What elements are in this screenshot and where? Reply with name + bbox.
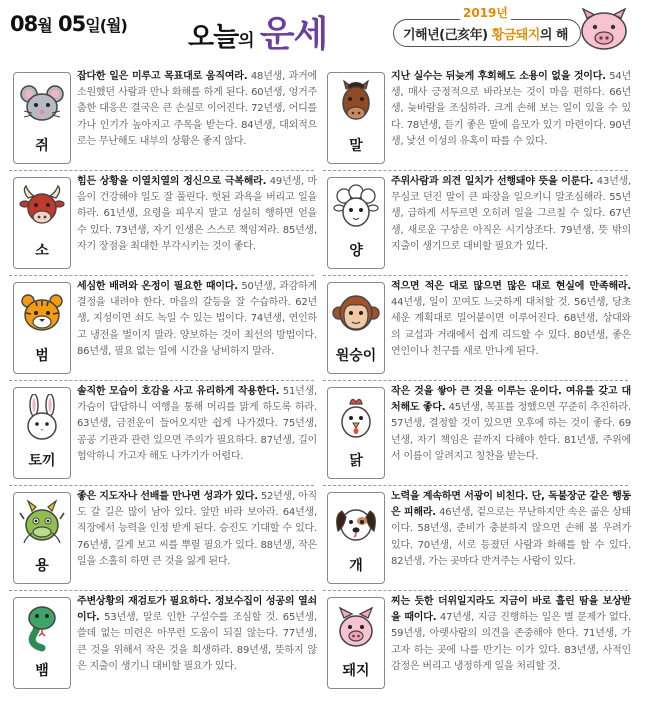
zodiac-card xyxy=(327,177,385,269)
date-day-unit: 일 xyxy=(85,16,100,35)
zodiac-name: 양 xyxy=(349,243,363,259)
fortune-headline: 지난 실수는 뒤늦게 후회해도 소용이 없을 것이다. xyxy=(391,71,606,82)
fortune-body: 51년생, 가슴이 답답하니 여행을 통해 머리를 맑게 하도록 하라. 63년생, 금전운이 들어오지만 쉽게 나가겠다. 75년생, 공공 기관과 관련 있으면 주의가 필요하다. 87년생, 길이 험악하니 가고자 해도 나가기가 어렵다. xyxy=(77,386,318,462)
fortune-text xyxy=(77,489,317,570)
fortune-entry-rat xyxy=(9,67,324,167)
fortune-text xyxy=(391,594,631,675)
zodiac-card xyxy=(327,282,385,374)
fortune-body: 43년생, 무심코 던진 말이 큰 파장을 일으키니 말조심해라. 55년생, 급하게 서두르면 오히려 일을 그르칠 수 있다. 67년생, 새로운 구상은 아직은 시기상조다. 79년생, 뜻 밖의 지출이 생기므로 대비할 필요가 있다. xyxy=(391,176,632,252)
tiger-icon xyxy=(18,289,66,337)
fortune-text xyxy=(77,174,317,255)
year-accent: 황금돼지 xyxy=(491,28,540,43)
rooster-icon xyxy=(332,394,380,442)
divider xyxy=(9,590,314,591)
date-weekday: (월) xyxy=(99,16,127,35)
fortune-entry-monkey xyxy=(323,277,638,377)
pig-logo-icon xyxy=(575,8,633,52)
fortune-entry-snake xyxy=(9,592,324,692)
zodiac-name: 용 xyxy=(35,558,49,574)
fortune-entry-dog xyxy=(323,487,638,587)
fortune-headline: 적으면 적은 대로 많으면 많은 대로 현실에 만족해라. xyxy=(391,281,631,292)
fortune-entry-horse xyxy=(323,67,638,167)
ox-icon xyxy=(18,184,66,232)
fortune-body: 48년생, 과거에 소원했던 사람과 만나 화해를 하게 된다. 60년생, 엉거주춤한 대응은 결국은 큰 손실로 이어진다. 72년생, 어디를 가나 인기가 높아지고 주목을 받는다. 84년생, 대외적으로는 무난해도 내부의 상황은 좋지 않다. xyxy=(77,71,318,147)
zodiac-name: 닭 xyxy=(349,453,363,469)
zodiac-name: 원숭이 xyxy=(335,348,377,364)
year-prefix: 기해년(己亥年) xyxy=(403,28,492,43)
rat-icon xyxy=(18,79,66,127)
fortune-text xyxy=(391,384,631,465)
date-month: 08 xyxy=(10,12,38,36)
title-today: 오늘 xyxy=(188,22,239,53)
fortune-entry-pig xyxy=(323,592,638,692)
divider xyxy=(323,170,628,171)
dragon-icon xyxy=(18,499,66,547)
date-label xyxy=(10,12,127,36)
fortune-headline: 찌는 듯한 더위일지라도 지금이 바로 흘린 땀을 보상받을 때이다. xyxy=(391,596,631,624)
rabbit-icon xyxy=(18,394,66,442)
fortune-headline: 주변상황의 재검토가 필요하다. 정보수집이 성공의 열쇠이다. xyxy=(77,596,317,624)
fortune-text xyxy=(77,69,317,150)
horse-icon xyxy=(332,79,380,127)
fortune-headline: 작은 것을 쌓아 큰 것을 이루는 운이다. 여유를 갖고 대처해도 좋다. xyxy=(391,386,631,414)
title-particle: 의 xyxy=(238,31,255,51)
zodiac-name: 말 xyxy=(349,138,363,154)
fortune-headline: 좋은 지도자나 선배를 만나면 성과가 있다. xyxy=(77,491,258,502)
zodiac-card xyxy=(327,387,385,479)
divider xyxy=(9,485,314,486)
fortune-headline: 노력을 계속하면 서광이 비친다. 단, 독불장군 같은 행동은 피해라. xyxy=(391,491,631,519)
fortune-headline: 세심한 배려와 온정이 필요한 때이다. xyxy=(77,281,238,292)
zodiac-name: 범 xyxy=(35,348,49,364)
fortune-headline: 힘든 상황을 이열치열의 정신으로 극복해라. xyxy=(77,176,267,187)
fortune-text xyxy=(391,69,631,150)
zodiac-name: 쥐 xyxy=(35,138,49,154)
snake-icon xyxy=(18,604,66,652)
fortune-body: 49년생, 마음이 건강해야 일도 잘 풀린다. 헛된 과욕을 버리고 일을 하라. 61년생, 요령을 피우지 말고 성실히 행하면 얻을 수 있다. 73년생, 자기 인생은 스스로 책임져라. 85년생, 자기 장점을 최대한 부각시키는 것이 좋다. xyxy=(77,176,317,252)
title-fortune: 운세 xyxy=(259,14,328,55)
divider xyxy=(323,380,628,381)
divider xyxy=(9,170,314,171)
monkey-icon xyxy=(332,289,380,337)
date-month-unit: 월 xyxy=(37,16,52,35)
fortune-text xyxy=(77,384,317,465)
fortune-text xyxy=(77,279,317,360)
sheep-icon xyxy=(332,184,380,232)
zodiac-card xyxy=(13,282,71,374)
zodiac-card xyxy=(13,492,71,584)
fortune-text xyxy=(391,489,631,570)
fortune-body: 44년생, 일이 꼬여도 느긋하게 대처할 것. 56년생, 당초 세운 계획대로 밀어붙이면 이루어진다. 68년생, 상대와의 교섭과 거래에서 쉽게 리드할 수 있다. 80년생, 좋은 연인이나 친구를 새로 만나게 된다. xyxy=(391,297,631,357)
date-day: 05 xyxy=(58,12,86,36)
dog-icon xyxy=(332,499,380,547)
fortune-headline: 잡다한 일은 미루고 목표대로 움직여라. xyxy=(77,71,248,82)
fortune-body: 45년생, 목표를 정했으면 꾸준히 추진하라. 57년생, 결정할 것이 있으면 오후에 하는 것이 좋다. 69년생, 자기 책임은 끝까지 다해야 한다. 81년생, 주위에서 이름이 알려지고 칭찬을 받는다. xyxy=(391,402,631,462)
divider xyxy=(323,485,628,486)
divider xyxy=(323,590,628,591)
divider xyxy=(9,380,314,381)
zodiac-name: 개 xyxy=(349,558,363,574)
fortune-entry-tiger xyxy=(9,277,324,377)
fortune-body: 46년생, 겉으로는 무난하지만 속은 곪은 상태이다. 58년생, 준비가 충분하지 않으면 손해 볼 우려가 있다. 70년생, 서로 등졌던 사람과 화해를 할 수 있다. 82년생, 가는 곳마다 반겨주는 사람이 있다. xyxy=(391,507,631,567)
zodiac-name: 소 xyxy=(35,243,49,259)
fortune-headline: 솔직한 모습이 호감을 사고 유리하게 작용한다. xyxy=(77,386,280,397)
fortune-entry-sheep xyxy=(323,172,638,272)
pig-icon xyxy=(332,604,380,652)
zodiac-name: 뱀 xyxy=(35,663,49,679)
fortune-text xyxy=(77,594,317,675)
fortune-body: 52년생, 아직도 갈 길은 많이 남아 있다. 앞만 바라 보아라. 64년생, 직장에서 능력을 인정 받게 된다. 승진도 기대할 수 있다. 76년생, 길게 보고 씨를 뿌릴 필요가 있다. 88년생, 작은 일을 소홀히 하면 큰 것을 잃게 된다. xyxy=(77,491,317,567)
zodiac-card xyxy=(13,177,71,269)
fortune-body: 47년생, 지금 진행하는 일은 별 문제가 없다. 59년생, 아랫사람의 의견을 존중해야 한다. 71년생, 가고자 하는 곳에 나를 반기는 이가 있다. 83년생, 사적인 감정은 버리고 냉정하게 일을 처리할 것. xyxy=(391,612,631,672)
fortune-text xyxy=(391,174,631,255)
zodiac-card xyxy=(327,72,385,164)
year-badge: 2019년 xyxy=(460,4,511,21)
fortune-entry-rabbit xyxy=(9,382,324,482)
zodiac-card xyxy=(13,72,71,164)
year-suffix: 의 해 xyxy=(539,28,568,43)
zodiac-card xyxy=(327,492,385,584)
page-header xyxy=(0,0,649,62)
fortune-text xyxy=(391,279,631,360)
zodiac-card xyxy=(327,597,385,689)
fortune-entry-ox xyxy=(9,172,324,272)
fortune-body: 50년생, 과감하게 결정을 내려야 한다. 마음의 갈등을 잘 수습하라. 62년생, 지성이면 쇠도 녹일 수 있는 법이다. 74년생, 연인하고 냉전을 벌이지 말라. 양보하는 것이 최선의 방법이다. 86년생, 필요 없는 일에 시간을 낭비하지 말라. xyxy=(77,281,317,357)
page-title xyxy=(188,6,327,57)
zodiac-card xyxy=(13,597,71,689)
fortune-body: 53년생, 말로 인한 구설수를 조심할 것. 65년생, 쓸데 없는 미련은 아무런 도움이 되질 않는다. 77년생, 큰 것을 위해서 작은 것을 희생하라. 89년생, 뜻하지 않은 지출이 생기니 대비할 필요가 있다. xyxy=(77,612,317,672)
fortune-body: 54년생, 매사 긍정적으로 바라보는 것이 마음 편하다. 66년생, 늦바람을 조심하라. 크게 손해 보는 일이 있을 수 있다. 78년생, 듣기 좋은 말에 음모가 있기 마련이다. 90년생, 낯선 이성의 유혹이 따를 수 있다. xyxy=(391,71,631,147)
divider xyxy=(9,275,314,276)
zodiac-card xyxy=(13,387,71,479)
fortune-headline: 주위사람과 의견 일치가 선행돼야 뜻을 이룬다. xyxy=(391,176,594,187)
divider xyxy=(323,275,628,276)
fortune-entry-rooster xyxy=(323,382,638,482)
year-text xyxy=(403,24,568,43)
fortune-entry-dragon xyxy=(9,487,324,587)
zodiac-name: 토끼 xyxy=(28,453,56,469)
zodiac-name: 돼지 xyxy=(342,663,370,679)
